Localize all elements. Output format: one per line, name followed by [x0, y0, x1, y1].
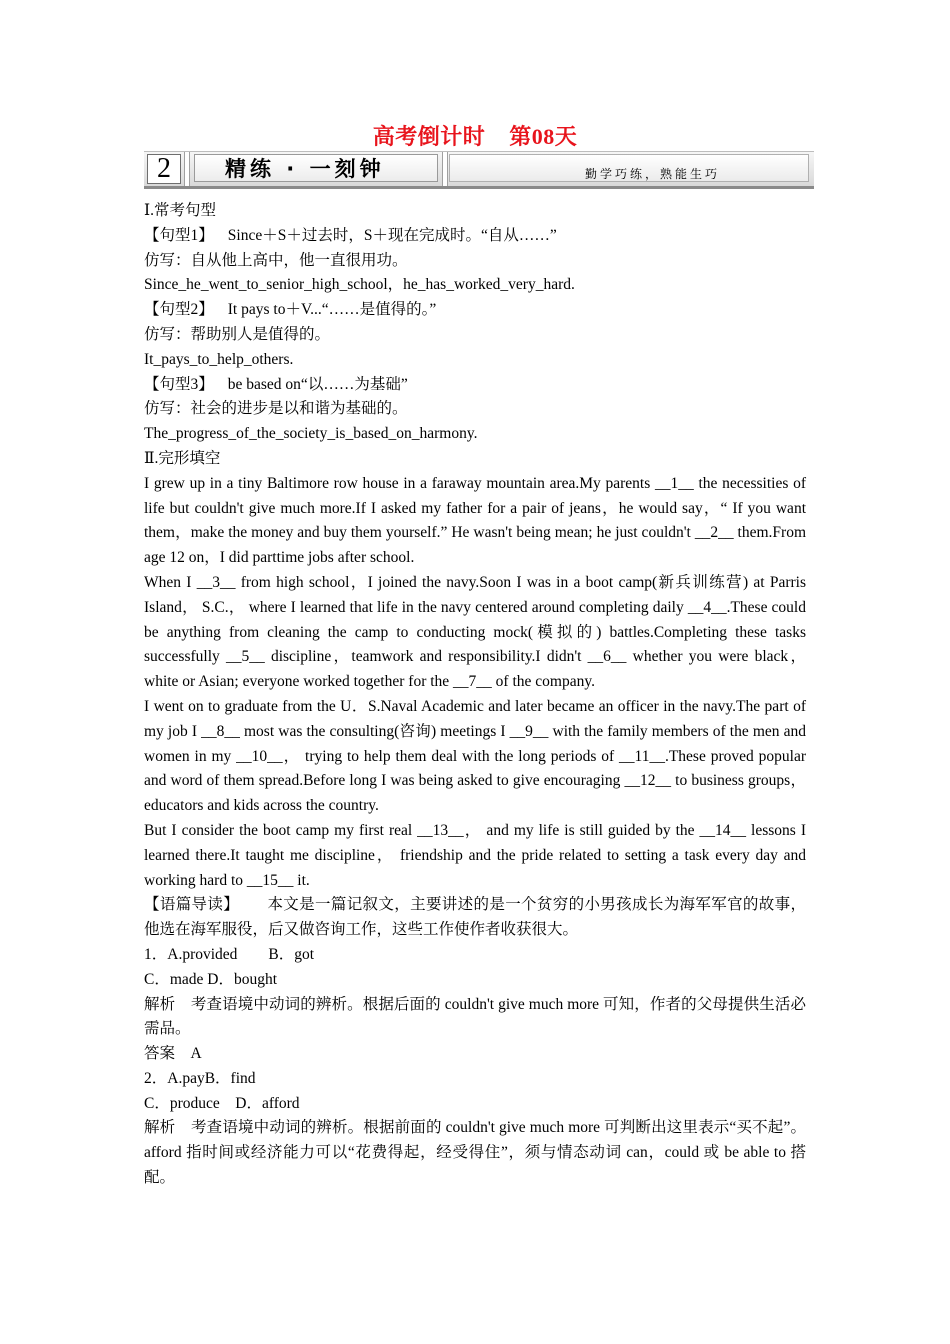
document-body	[144, 199, 806, 1191]
title-left: 高考倒计时	[372, 124, 486, 149]
section-heading: Ⅱ.完形填空	[144, 449, 221, 467]
cloze-paragraph: I went on to graduate from the U．S.Naval Academic and later became an officer in the navy.The part of my job I __8__ most was the consulting(咨询) meetings I __9__ with the family members of the men and women in my __10__， trying to help them deal with the long periods of __11__.These proved popular and word of them spread.Before long I was being asked to give encouraging __12__ to business groups，educators and kids across the country.	[144, 697, 806, 815]
question-options: 2．A.payB．find	[144, 1069, 256, 1087]
question-options: C．produce D．afford	[144, 1094, 300, 1112]
banner-divider	[442, 152, 448, 186]
guide-text: 本文是一篇记叙文，主要讲述的是一个贫穷的小男孩成长为海军军官的故事，他选在海军服役，后又做咨询工作，这些工作使作者收获很大。	[144, 896, 806, 939]
practice-prompt: 仿写：自从他上高中，他一直很用功。	[144, 251, 408, 269]
section-banner	[144, 151, 814, 189]
practice-prompt: 仿写：帮助别人是值得的。	[144, 325, 331, 343]
pattern-line	[144, 298, 806, 323]
question-options: C．made D．bought	[144, 970, 278, 988]
banner-motto: 勤学巧练，熟能生巧	[449, 154, 809, 182]
question-options: 1．A.provided B．got	[144, 945, 315, 963]
page-title	[0, 120, 950, 151]
pattern-tag: 【句型2】	[144, 301, 214, 319]
pattern-line	[144, 224, 806, 249]
pattern-text: It pays to＋V...“……是值得的。”	[227, 301, 437, 319]
section-heading: Ⅰ.常考句型	[144, 202, 216, 219]
practice-answer: The_progress_of_the_society_is_based_on_harmony.	[144, 425, 478, 443]
guide-tag: 【语篇导读】	[144, 896, 240, 914]
pattern-tag: 【句型1】	[144, 226, 214, 244]
question-analysis: 解析 考查语境中动词的辨析。根据前面的 couldn't give much more 可判断出这里表示“买不起”。afford 指时间或经济能力可以“花费得起，经受得住”，须与情态动词 can，could 或 be able to 搭配。	[144, 1119, 806, 1187]
cloze-paragraph: When I __3__ from high school，I joined the navy.Soon I was in a boot camp(新兵训练营) at Parris Island， S.C.， where I learned that life in the navy centered around completing daily __4__.These could be anything from cleaning the camp to conducting mock(模拟的) battles.Completing these tasks successfully __5__ discipline，teamwork and responsibility.I didn't __6__ whether you were black， white or Asian; everyone worked together for the __7__ of the company.	[144, 573, 806, 691]
banner-name: 精练 · 一刻钟	[194, 154, 438, 182]
cloze-paragraph: I grew up in a tiny Baltimore row house in a faraway mountain area.My parents __1__ the necessities of life but couldn't give much more.If I asked my father for a pair of jeans，he would say，“ If you want them，make the money and buy them yourself.” He wasn't being mean; he just couldn't __2__ them.From age 12 on，I did parttime jobs after school.	[144, 474, 806, 567]
title-right: 第08天	[509, 124, 578, 149]
banner-number: 2	[147, 154, 181, 184]
practice-prompt: 仿写：社会的进步是以和谐为基础的。	[144, 400, 408, 418]
practice-answer: Since_he_went_to_senior_high_school，he_has_worked_very_hard.	[144, 276, 575, 294]
cloze-paragraph: But I consider the boot camp my first real __13__， and my life is still guided by the __14__ lessons I learned there.It taught me discipline， friendship and the pride related to setting a task every day and working hard to __15__ it.	[144, 821, 806, 889]
banner-divider	[184, 152, 190, 186]
pattern-text: be based on“以……为基础”	[227, 375, 408, 393]
reading-guide	[144, 893, 806, 943]
pattern-tag: 【句型3】	[144, 375, 214, 393]
question-analysis: 解析 考查语境中动词的辨析。根据后面的 couldn't give much more 可知，作者的父母提供生活必需品。	[144, 995, 806, 1038]
pattern-line	[144, 373, 806, 398]
question-answer: 答案 A	[144, 1045, 202, 1063]
pattern-text: Since＋S＋过去时，S＋现在完成时。“自从……”	[227, 226, 557, 244]
practice-answer: It_pays_to_help_others.	[144, 350, 294, 368]
